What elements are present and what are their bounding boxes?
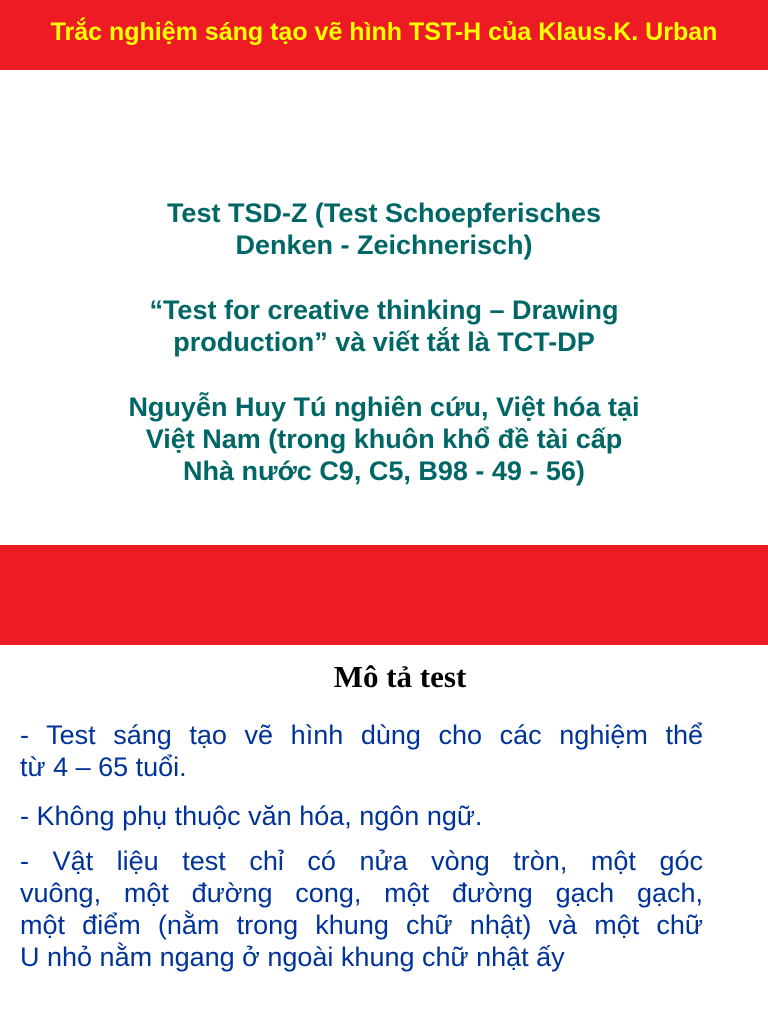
intro-line: “Test for creative thinking – Drawing [149,295,619,325]
intro-paragraph-test-name [0,197,768,261]
bullet-line: từ 4 – 65 tuổi. [20,752,187,782]
bullet-line: U nhỏ nằm ngang ở ngoài khung chữ nhật ấy [20,942,565,972]
bullet-line: - Vật liệu test chỉ có nửa vòng tròn, một góc [20,846,703,876]
intro-line: Nguyễn Huy Tú nghiên cứu, Việt hóa tại [128,392,640,422]
intro-line: Việt Nam (trong khuôn khổ đề tài cấp [145,424,623,454]
bullet-line: vuông, một đường cong, một đường gạch gạch, [20,878,703,908]
bullet-age-range [20,719,703,783]
bullet-line: - Test sáng tạo vẽ hình dùng cho các nghiệm thể [20,720,703,750]
intro-slide [0,70,768,545]
intro-paragraph-research-credit [0,391,768,487]
bullet-line: - Không phụ thuộc văn hóa, ngôn ngữ. [20,801,483,831]
intro-line: production” và viết tắt là TCT-DP [173,327,595,357]
bullet-line: một điểm (nằm trong khung chữ nhật) và một chữ [20,910,703,940]
bullet-test-materials [20,845,703,973]
section-heading: Mô tả test [333,659,467,694]
intro-line: Denken - Zeichnerisch) [235,230,533,260]
intro-paragraph-english-name [0,294,768,358]
header-title: Trắc nghiệm sáng tạo vẽ hình TST-H của Klaus.K. Urban [50,18,718,46]
bullet-culture-independent [20,800,703,832]
intro-line: Nhà nước C9, C5, B98 - 49 - 56) [183,456,585,486]
middle-red-band [0,545,768,645]
intro-line: Test TSD-Z (Test Schoepferisches [166,198,602,228]
